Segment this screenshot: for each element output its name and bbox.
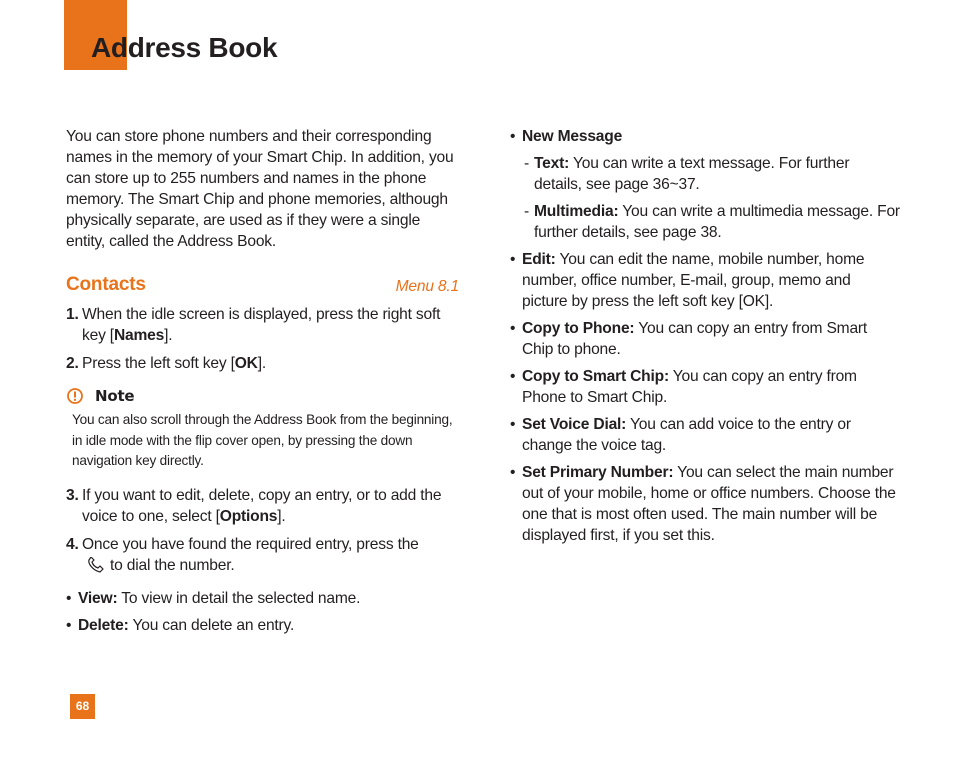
left-column [66, 124, 461, 636]
step-number: 3. [66, 486, 79, 504]
step-1 [66, 304, 461, 346]
page-number-badge: 68 [70, 694, 95, 719]
sub-term: Text: [534, 155, 570, 172]
soft-key-label: OK [234, 355, 258, 372]
sub-text: You can write a multimedia message. For further details, see page 38. [534, 203, 900, 241]
sub-item-text: - Text: You can write a text message. For further details, see page 36~37. [524, 155, 850, 193]
bullet-text: To view in detail the selected name. [117, 589, 361, 607]
bullet-text: You can copy an entry from Smart Chip to phone. [522, 320, 868, 358]
note-header [66, 386, 461, 406]
bullet-term: Copy to Phone: [522, 320, 635, 337]
note-box [66, 386, 461, 472]
intro-paragraph: You can store phone numbers and their corresponding names in the memory of your Smart Chip. In addition, you can store up to 255 numbers and names in the phone memory. The Smart Chip and phone memories, although physically separate, are used as if they were a single entity, called the Address Book. [66, 128, 454, 250]
page-title: Address Book [91, 32, 278, 63]
step-number: 1. [66, 306, 79, 323]
step-text: Press the left soft key [OK]. [82, 355, 267, 372]
exclamation-circle-icon [67, 388, 83, 404]
bullet-text: You can edit the name, mobile number, home number, office number, E-mail, group, memo and picture by press the left soft key [OK]. [522, 251, 865, 310]
bullet-term: Set Primary Number: [522, 464, 674, 481]
note-label: Note [95, 386, 135, 405]
bullet-text: You can add voice to the entry or change the voice tag. [522, 416, 851, 454]
bullet-delete: • Delete: You can delete an entry. [66, 616, 295, 634]
soft-key-label: Options [219, 507, 278, 525]
step-2 [66, 353, 461, 374]
bullet-copy-to-phone: • Copy to Phone: You can copy an entry from Smart Chip to phone. [510, 320, 868, 358]
sub-text: You can write a text message. For further details, see page 36~37. [534, 155, 850, 193]
sub-term: Multimedia: [534, 203, 619, 220]
step-text: When the idle screen is displayed, press the right soft key [Names]. [82, 306, 441, 344]
bullet-text: You can delete an entry. [128, 616, 295, 634]
bullet-copy-to-smart-chip: • Copy to Smart Chip: You can copy an entry from Phone to Smart Chip. [510, 368, 857, 406]
step-3 [66, 485, 461, 527]
section-header [66, 274, 461, 300]
bullet-text: You can copy an entry from Phone to Smart Chip. [522, 368, 857, 406]
section-title: Contacts [66, 274, 146, 295]
sub-item-multimedia: - Multimedia: You can write a multimedia message. For further details, see page 38. [524, 203, 900, 241]
bullet-term: View: [78, 589, 118, 607]
bullet-set-voice-dial: • Set Voice Dial: You can add voice to the entry or change the voice tag. [510, 416, 851, 454]
bullet-new-message: • New Message [510, 126, 900, 147]
bullet-term: Copy to Smart Chip: [522, 368, 669, 385]
bullet-term: Edit: [522, 251, 556, 268]
bullet-term: New Message [522, 128, 623, 145]
step-4 [66, 534, 461, 581]
bullet-text: You can select the main number out of your mobile, home or office numbers. Choose the one that is most often used. The main number will be displayed first, if you set this. [522, 464, 896, 544]
step-text: If you want to edit, delete, copy an entry, or to add the voice to one, select [Options]. [82, 486, 442, 525]
soft-key-label: Names [113, 327, 165, 344]
step-text: Once you have found the required entry, press the to dial the number. [82, 534, 461, 581]
bullet-term: Set Voice Dial: [522, 416, 627, 433]
bullet-set-primary-number: • Set Primary Number: You can select the main number out of your mobile, home or office numbers. Choose the one that is most often used. The main number will be displayed first, if you set this. [510, 464, 896, 544]
right-column [510, 124, 900, 546]
menu-reference: Menu 8.1 [395, 278, 459, 295]
phone-send-key-icon [86, 557, 106, 581]
bullet-term: Delete: [78, 616, 129, 634]
bullet-view: • View: To view in detail the selected name. [66, 589, 361, 607]
step-number: 4. [66, 535, 79, 553]
note-text: You can also scroll through the Address Book from the beginning, in idle mode with the flip cover open, by pressing the down navigation key directly. [72, 412, 453, 468]
step-number: 2. [66, 355, 79, 372]
bullet-edit: • Edit: You can edit the name, mobile number, home number, office number, E-mail, group, memo and picture by press the left soft key [OK]. [510, 251, 865, 310]
